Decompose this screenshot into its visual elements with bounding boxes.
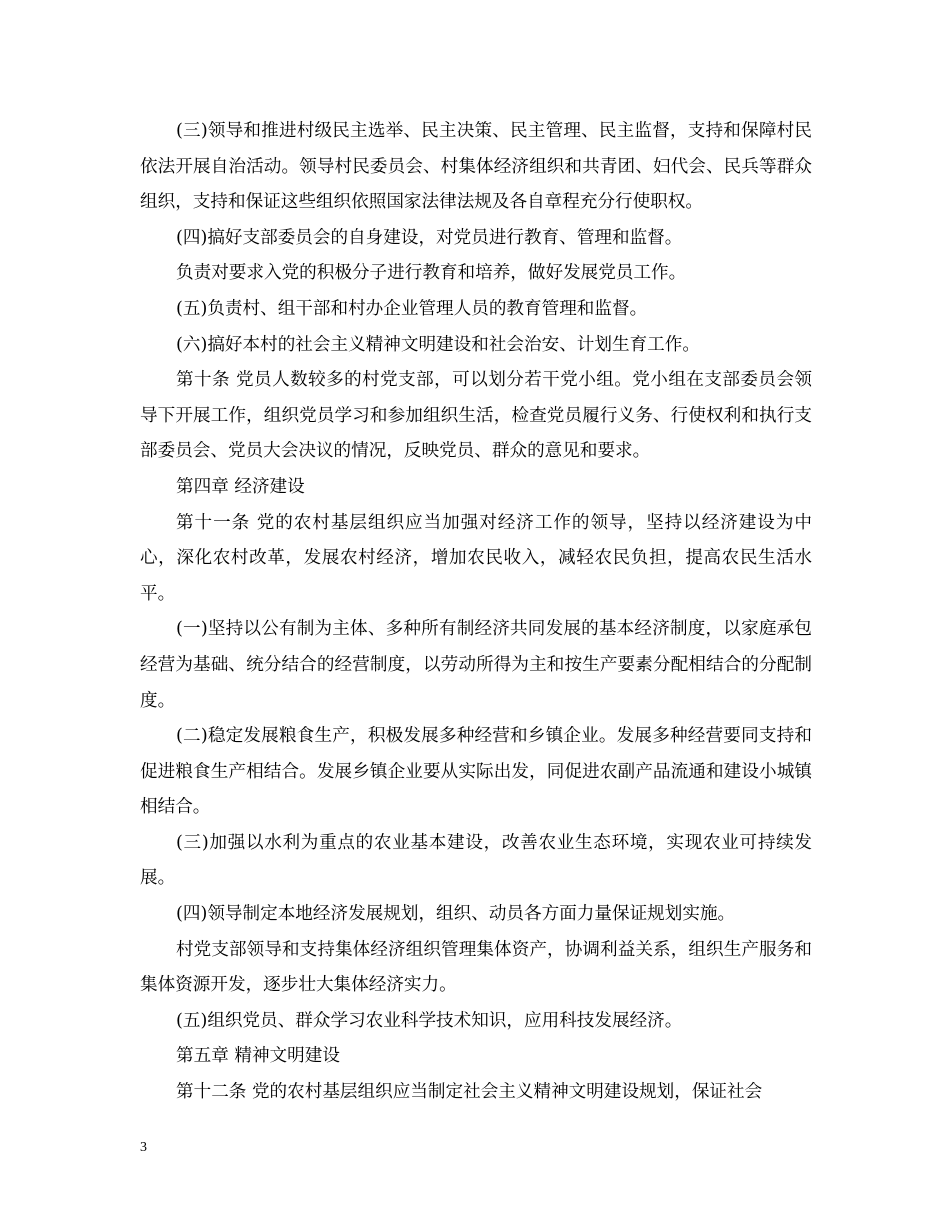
paragraph-activists: 负责对要求入党的积极分子进行教育和培养，做好发展党员工作。 — [176, 263, 687, 284]
paragraph-collective-economy: 村党支部领导和支持集体经济组织管理集体资产，协调利益关系，组织生产服务和集体资源开发，逐步壮大集体经济实力。 — [140, 939, 812, 996]
paragraph-article-12: 第十二条 党的农村基层组织应当制定社会主义精神文明建设规划，保证社会 — [176, 1082, 763, 1103]
page-number: 3 — [140, 1140, 147, 1155]
paragraph-item-5: (五)组织党员、群众学习农业科学技术知识，应用科技发展经济。 — [176, 1010, 683, 1031]
paragraph-item-1: (一)坚持以公有制为主体、多种所有制经济共同发展的基本经济制度，以家庭承包经营为基础、统分结合的经营制度，以劳动所得为主和按生产要素分配相结合的分配制度。 — [140, 619, 812, 711]
chapter-heading-5: 第五章 精神文明建设 — [176, 1046, 340, 1067]
paragraph-clause-6: (六)搞好本村的社会主义精神文明建设和社会治安、计划生育工作。 — [176, 334, 700, 355]
paragraph-clause-3: (三)领导和推进村级民主选举、民主决策、民主管理、民主监督，支持和保障村民依法开展自治活动。领导村民委员会、村集体经济组织和共青团、妇代会、民兵等群众组织，支持和保证这些组织依照国家法律法规及各自章程充分行使职权。 — [140, 121, 812, 213]
paragraph-item-2: (二)稳定发展粮食生产，积极发展多种经营和乡镇企业。发展多种经营要同支持和促进粮食生产相结合。发展乡镇企业要从实际出发，同促进农副产品流通和建设小城镇相结合。 — [140, 726, 812, 818]
chapter-heading-4: 第四章 经济建设 — [176, 476, 305, 497]
paragraph-article-10: 第十条 党员人数较多的村党支部，可以划分若干党小组。党小组在支部委员会领导下开展工作，组织党员学习和参加组织生活，检查党员履行义务、行使权利和执行支部委员会、党员大会决议的情况，反映党员、群众的意见和要求。 — [140, 370, 812, 462]
paragraph-item-3: (三)加强以水利为重点的农业基本建设，改善农业生态环境，实现农业可持续发展。 — [140, 832, 812, 889]
document-body — [140, 114, 812, 1111]
paragraph-article-11: 第十一条 党的农村基层组织应当加强对经济工作的领导，坚持以经济建设为中心，深化农村改革，发展农村经济，增加农民收入，减轻农民负担，提高农民生活水平。 — [140, 512, 812, 604]
paragraph-item-4: (四)领导制定本地经济发展规划，组织、动员各方面力量保证规划实施。 — [176, 904, 736, 925]
paragraph-clause-5: (五)负责村、组干部和村办企业管理人员的教育管理和监督。 — [176, 298, 648, 319]
paragraph-clause-4: (四)搞好支部委员会的自身建设，对党员进行教育、管理和监督。 — [176, 227, 683, 248]
